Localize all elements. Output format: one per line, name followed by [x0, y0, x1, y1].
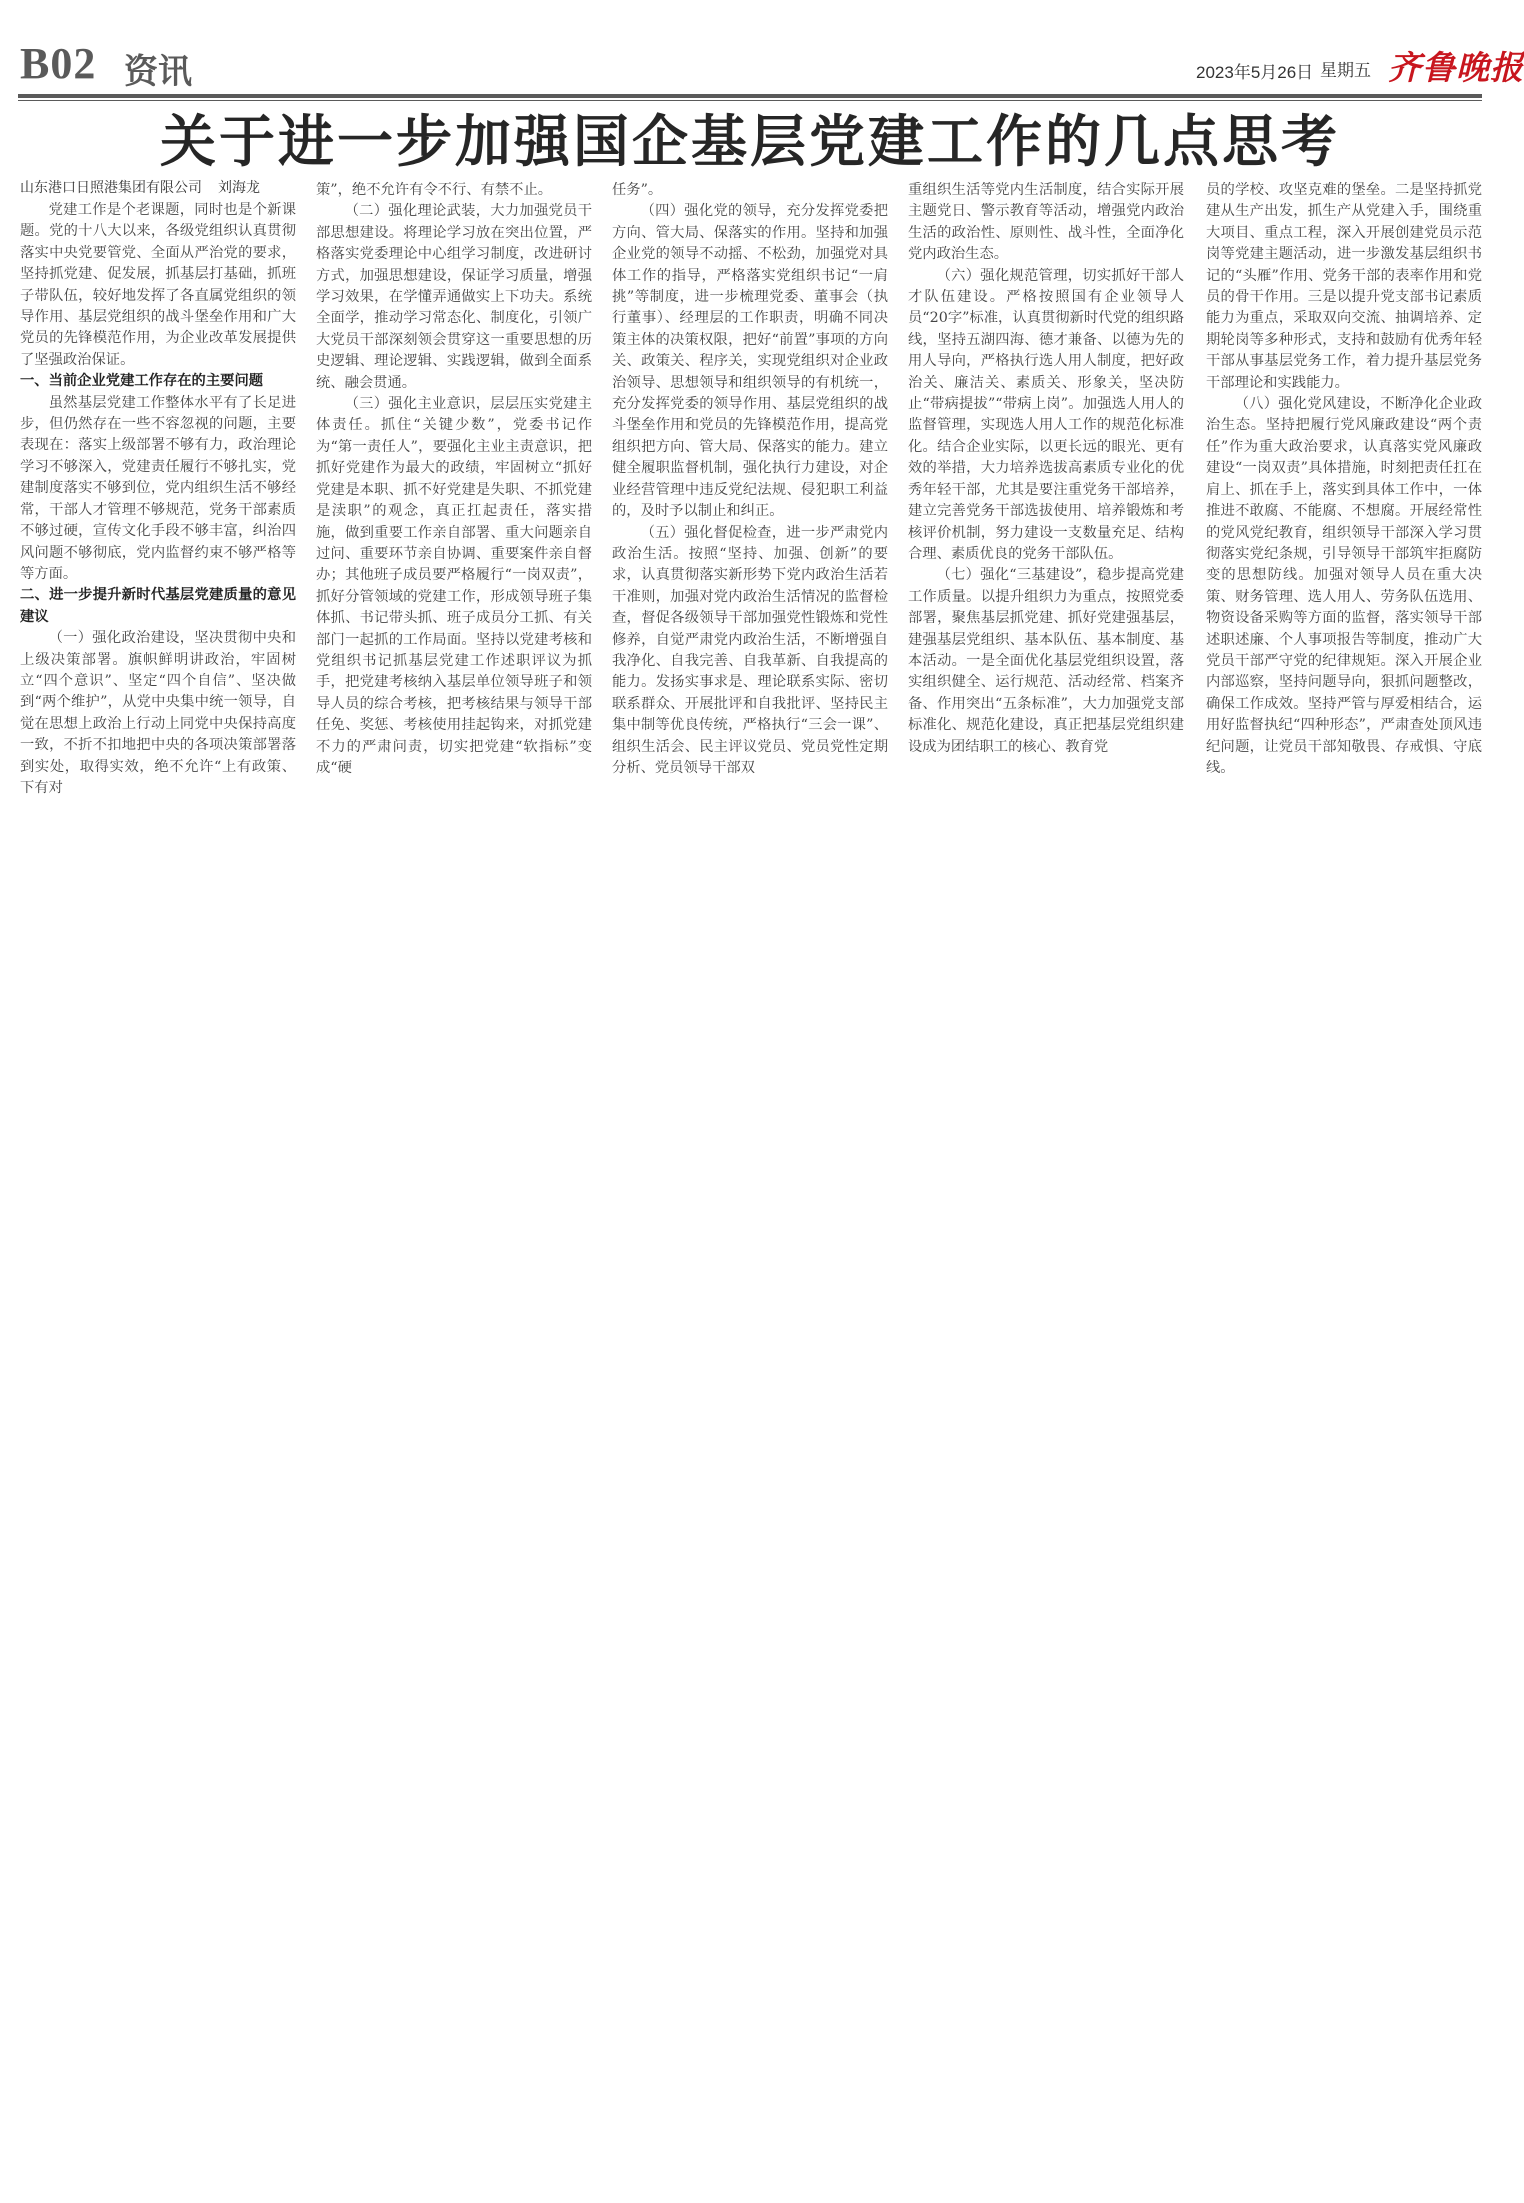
article-column-3 — [612, 180, 888, 779]
article-paragraph: （五）强化督促检查，进一步严肃党内政治生活。按照“坚持、加强、创新”的要求，认真贯彻落实新形势下党内政治生活若干准则，加强对党内政治生活情况的监督检查，督促各级领导干部加强党性锻炼和党性修养，自觉严肃党内政治生活，不断增强自我净化、自我完善、自我革新、自我提高的能力。发扬实事求是、理论联系实际、密切联系群众、开展批评和自我批评、坚持民主集中制等优良传统，严格执行“三会一课”、组织生活会、民主评议党员、党员党性定期分析、党员领导干部双 — [612, 524, 888, 776]
article-paragraph: （六）强化规范管理，切实抓好干部人才队伍建设。严格按照国有企业领导人员“20字”标准，认真贯彻新时代党的组织路线，坚持五湖四海、德才兼备、以德为先的用人导向，严格执行选人用人制度，把好政治关、廉洁关、素质关、形象关，坚决防止“带病提拔”“带病上岗”。加强选人用人的监督管理，实现选人用人工作的规范化标准化。结合企业实际，以更长远的眼光、更有效的举措，大力培养选拔高素质专业化的优秀年轻干部，尤其是要注重党务干部培养，建立完善党务干部选拔使用、培养锻炼和考核评价机制，努力建设一支数量充足、结构合理、素质优良的党务干部队伍。 — [908, 267, 1184, 562]
section-heading: 二、进一步提升新时代基层党建质量的意见建议 — [20, 587, 296, 625]
article-byline — [20, 177, 260, 197]
article-paragraph: 重组织生活等党内生活制度，结合实际开展主题党日、警示教育等活动，增强党内政治生活的政治性、原则性、战斗性，全面净化党内政治生态。 — [908, 182, 1184, 263]
article-paragraph: （八）强化党风建设，不断净化企业政治生态。坚持把履行党风廉政建设“两个责任”作为重大政治要求，认真落实党风廉政建设“一岗双责”具体措施，时刻把责任扛在肩上、抓在手上，落实到具体工作中，一体推进不敢腐、不能腐、不想腐。开展经常性的党风党纪教育，组织领导干部深入学习贯彻落实党纪条规，引导领导干部筑牢拒腐防变的思想防线。加强对领导人员在重大决策、财务管理、选人用人、劳务队伍选用、物资设备采购等方面的监督，落实领导干部述职述廉、个人事项报告等制度，推动广大党员干部严守党的纪律规矩。深入开展企业内部巡察，坚持问题导向，狠抓问题整改，确保工作成效。坚持严管与厚爱相结合，运用好监督执纪“四种形态”，严肃查处顶风违纪问题，让党员干部知敬畏、存戒惧、守底线。 — [1206, 396, 1482, 776]
article-headline: 关于进一步加强国企基层党建工作的几点思考 — [160, 109, 1340, 175]
article-paragraph: 策”，绝不允许有令不行、有禁不止。 — [316, 182, 553, 198]
page-code: B02 — [20, 39, 97, 88]
issue-date: 2023年5月26日 — [1196, 63, 1314, 82]
article-paragraph: 员的学校、攻坚克难的堡垒。二是坚持抓党建从生产出发，抓生产从党建入手，围绕重大项目、重点工程，深入开展创建党员示范岗等党建主题活动，进一步激发基层组织书记的“头雁”作用、党务干部的表率作用和党员的骨干作用。三是以提升党支部书记素质能力为重点，采取双向交流、抽调培养、定期轮岗等多种形式，支持和鼓励有优秀年轻干部从事基层党务工作，着力提升基层党务干部理论和实践能力。 — [1206, 182, 1482, 391]
article-paragraph: 虽然基层党建工作整体水平有了长足进步，但仍然存在一些不容忽视的问题，主要表现在：落实上级部署不够有力，政治理论学习不够深入，党建责任履行不够扎实，党建制度落实不够到位，党内组织生活不够经常，干部人才管理不够规范，党务干部素质不够过硬，宣传文化手段不够丰富，纠治四风问题不够彻底，党内监督约束不够严格等等方面。 — [20, 394, 296, 582]
article-column-2 — [316, 180, 592, 779]
page-header — [18, 38, 1524, 94]
issue-weekday: 星期五 — [1320, 61, 1371, 81]
article-paragraph: （三）强化主业意识，层层压实党建主体责任。抓住“关键少数”，党委书记作为“第一责任人”，要强化主业主责意识，把抓好党建作为最大的政绩，牢固树立“抓好党建是本职、抓不好党建是失职、不抓党建是渎职”的观念，真正扛起责任，落实措施，做到重要工作亲自部署、重大问题亲自过问、重要环节亲自协调、重要案件亲自督办；其他班子成员要严格履行“一岗双责”，抓好分管领域的党建工作，形成领导班子集体抓、书记带头抓、班子成员分工抓、有关部门一起抓的工作局面。坚持以党建考核和党组织书记抓基层党建工作述职评议为抓手，把党建考核纳入基层单位领导班子和领导人员的综合考核，把考核结果与领导干部任免、奖惩、考核使用挂起钩来，对抓党建不力的严肃问责，切实把党建“软指标”变成“硬 — [316, 396, 592, 776]
article-column-1 — [20, 200, 296, 799]
section-heading: 一、当前企业党建工作存在的主要问题 — [20, 373, 264, 390]
article-paragraph: （一）强化政治建设，坚决贯彻中央和上级决策部署。旗帜鲜明讲政治，牢固树立“四个意识”、坚定“四个自信”、坚决做到“两个维护”，从党中央集中统一领导，自觉在思想上政治上行动上同党中央保持高度一致，不折不扣地把中央的各项决策部署落到实处，取得实效，绝不允许“上有政策、下有对 — [20, 630, 296, 796]
article-paragraph: 任务”。 — [612, 182, 663, 198]
article-column-5 — [1206, 180, 1482, 779]
section-name: 资讯 — [124, 52, 192, 92]
byline-organization: 山东港口日照港集团有限公司 — [20, 180, 202, 196]
article-paragraph: （二）强化理论武装，大力加强党员干部思想建设。将理论学习放在突出位置，严格落实党委理论中心组学习制度，改进研讨方式，加强思想建设，保证学习质量，增强学习效果，在学懂弄通做实上下功夫。系统全面学，推动学习常态化、制度化，引领广大党员干部深刻领会贯穿这一重要思想的历史逻辑、理论逻辑、实践逻辑，做到全面系统、融会贯通。 — [316, 203, 592, 391]
article-paragraph: 党建工作是个老课题，同时也是个新课题。党的十八大以来，各级党组织认真贯彻落实中央党要管党、全面从严治党的要求，坚持抓党建、促发展，抓基层打基础，抓班子带队伍，较好地发挥了各直属党组织的领导作用、基层党组织的战斗堡垒作用和广大党员的先锋模范作用，为企业改革发展提供了坚强政治保证。 — [20, 202, 296, 368]
newspaper-masthead-logo: 齐鲁晚报 — [1388, 48, 1524, 87]
byline-author: 刘海龙 — [218, 180, 260, 196]
header-rule-thin — [18, 100, 1482, 101]
header-rule — [18, 94, 1482, 98]
article-paragraph: （七）强化“三基建设”，稳步提高党建工作质量。以提升组织力为重点，按照党委部署，聚焦基层抓党建、抓好党建强基层，建强基层党组织、基本队伍、基本制度、基本活动。一是全面优化基层党组织设置，落实组织健全、运行规范、活动经常、档案齐备、作用突出“五条标准”，大力加强党支部标准化、规范化建设，真正把基层党组织建设成为团结职工的核心、教育党 — [908, 567, 1184, 755]
article-column-4 — [908, 180, 1184, 758]
article-paragraph: （四）强化党的领导，充分发挥党委把方向、管大局、保落实的作用。坚持和加强企业党的领导不动摇、不松劲，加强党对具体工作的指导，严格落实党组织书记“一肩挑”等制度，进一步梳理党委、董事会（执行董事）、经理层的工作职责，明确不同决策主体的决策权限，把好“前置”事项的方向关、政策关、程序关，实现党组织对企业政治领导、思想领导和组织领导的有机统一，充分发挥党委的领导作用、基层党组织的战斗堡垒作用和党员的先锋模范作用，提高党组织把方向、管大局、保落实的能力。建立健全履职监督机制，强化执行力建设，对企业经营管理中违反党纪法规、侵犯职工利益的，及时予以制止和纠正。 — [612, 203, 888, 520]
